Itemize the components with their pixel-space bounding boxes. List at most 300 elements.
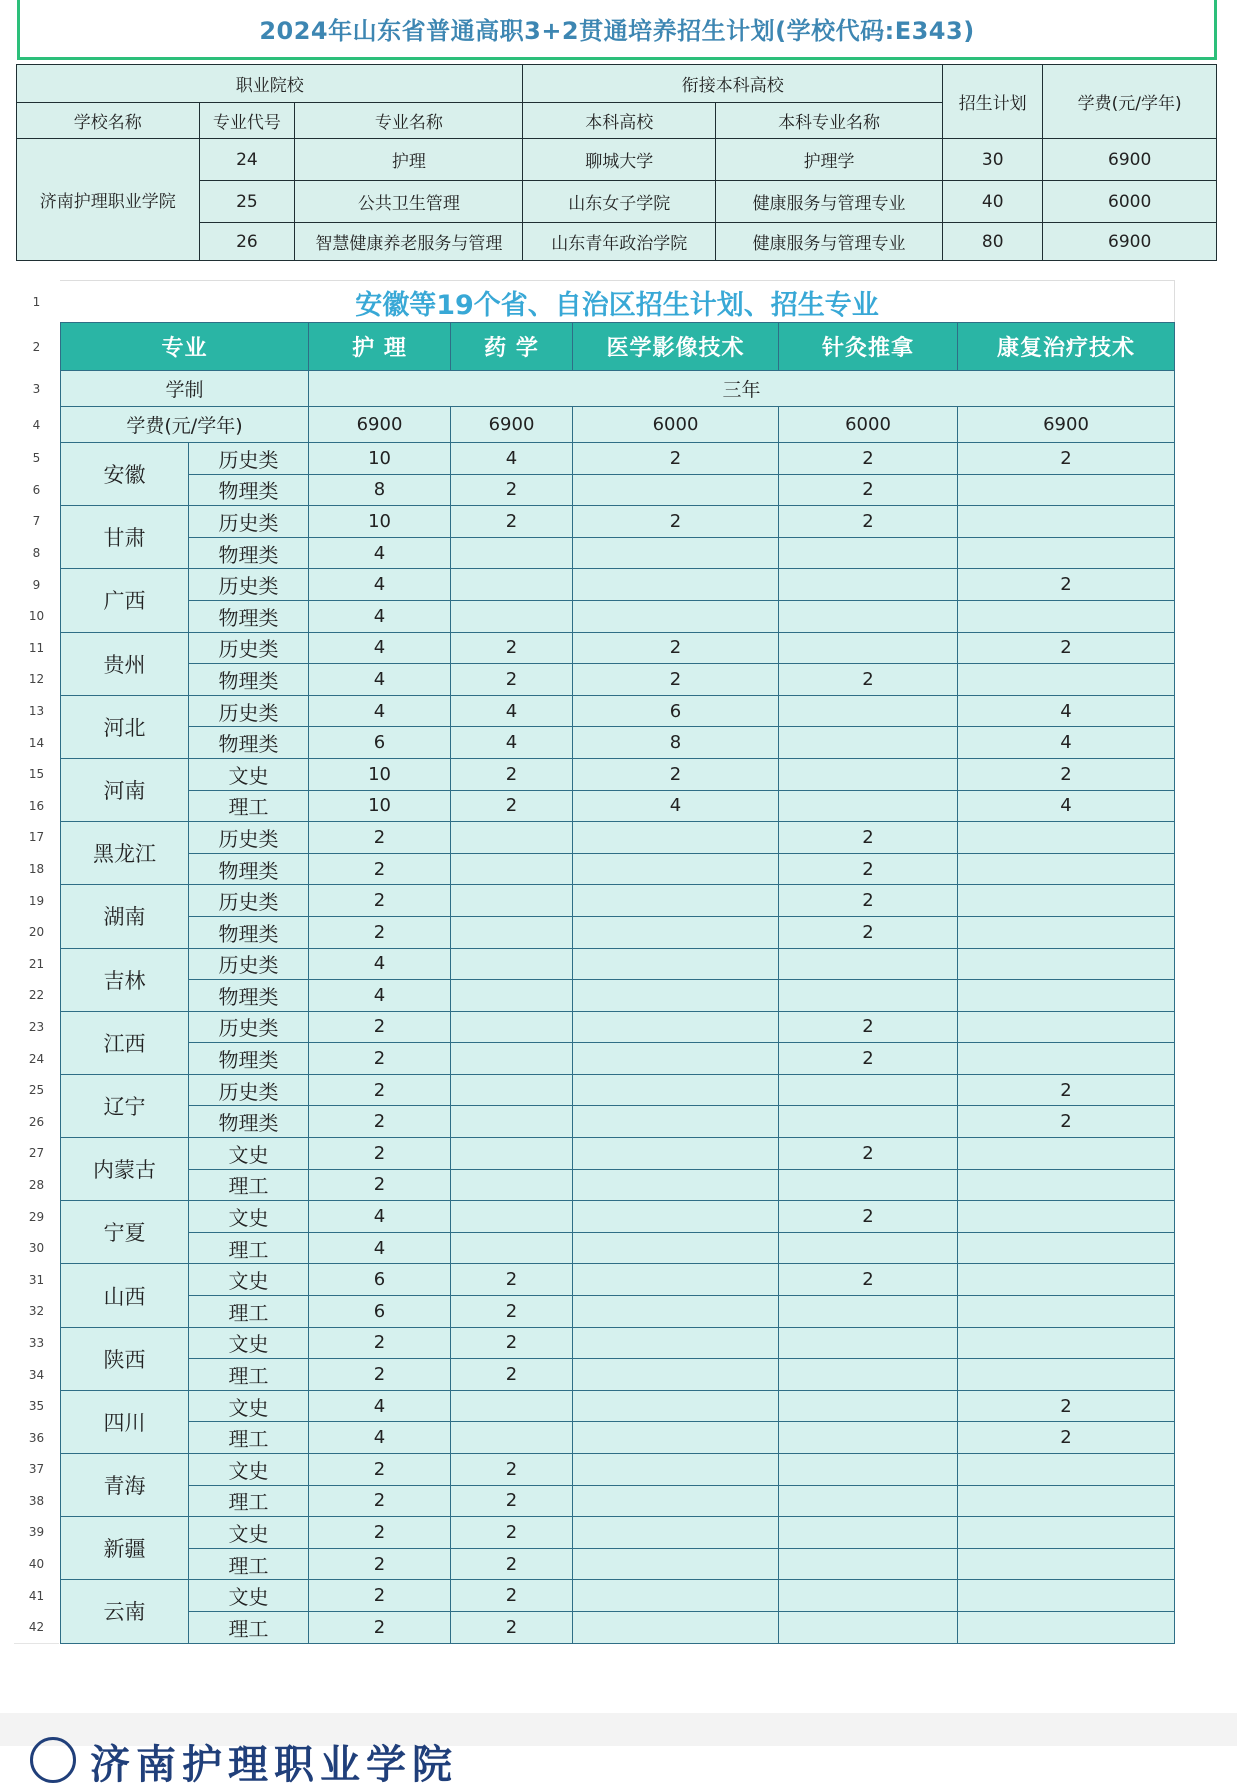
quota-cell [451,1043,573,1075]
row-number: 17 [14,822,59,855]
quota-cell: 4 [309,948,451,980]
quota-cell [573,1201,779,1233]
quota-cell [779,1422,958,1454]
plan-count: 80 [943,223,1043,261]
vocational-header: 职业院校 [17,65,523,103]
quota-cell [779,790,958,822]
province-name: 河南 [61,758,189,821]
subject-category: 历史类 [189,885,309,917]
quota-cell [779,948,958,980]
quota-cell [779,695,958,727]
tuition: 6900 [1043,223,1217,261]
province-name: 宁夏 [61,1201,189,1264]
quota-cell [573,1296,779,1328]
row-number: 18 [14,853,59,886]
duration-value: 三年 [309,371,1175,407]
row-number: 16 [14,790,59,823]
fee-value: 6900 [309,407,451,443]
province-name: 贵州 [61,632,189,695]
quota-cell: 2 [309,822,451,854]
quota-cell: 8 [309,474,451,506]
quota-cell: 2 [779,885,958,917]
quota-cell: 2 [779,1138,958,1170]
province-name: 吉林 [61,948,189,1011]
table-row [61,1074,1175,1106]
quota-cell [451,1011,573,1043]
provinces-plan-table [60,322,1175,1644]
row-number: 22 [14,980,59,1013]
quota-cell [779,1485,958,1517]
quota-cell [958,1580,1175,1612]
quota-cell: 2 [451,1548,573,1580]
province-name: 甘肃 [61,506,189,569]
quota-cell: 2 [451,790,573,822]
quota-cell: 2 [451,1517,573,1549]
quota-cell [779,758,958,790]
quota-cell [958,822,1175,854]
quota-cell: 4 [309,632,451,664]
quota-cell: 2 [779,1264,958,1296]
subject-category: 文史 [189,1327,309,1359]
row-number: 30 [14,1232,59,1265]
province-name: 新疆 [61,1517,189,1580]
quota-cell [451,537,573,569]
quota-cell [573,1106,779,1138]
quota-cell [958,1359,1175,1391]
quota-cell [573,1169,779,1201]
province-name: 山西 [61,1264,189,1327]
subject-category: 文史 [189,1201,309,1233]
subject-category: 物理类 [189,727,309,759]
quota-cell [573,1011,779,1043]
quota-cell: 2 [779,853,958,885]
quota-cell: 2 [958,1422,1175,1454]
row-number: 33 [14,1327,59,1360]
quota-cell: 2 [309,885,451,917]
uni-name: 山东女子学院 [523,181,716,223]
quota-cell: 2 [573,632,779,664]
table-row [61,1327,1175,1359]
subject-category: 历史类 [189,822,309,854]
col-header-pharmacy: 药 学 [451,323,573,371]
quota-cell: 2 [309,1611,451,1643]
table-row [61,443,1175,475]
major-code-header: 专业代号 [199,103,295,139]
quota-cell [451,600,573,632]
quota-cell: 2 [779,474,958,506]
quota-cell [779,600,958,632]
quota-cell: 2 [451,1611,573,1643]
quota-cell: 6 [309,1264,451,1296]
quota-cell: 2 [779,443,958,475]
subject-category: 历史类 [189,1074,309,1106]
major-name: 公共卫生管理 [295,181,523,223]
quota-cell [573,1390,779,1422]
quota-cell: 10 [309,758,451,790]
row-number: 1 [14,280,59,324]
subject-category: 理工 [189,1232,309,1264]
quota-cell: 2 [309,1327,451,1359]
quota-cell [958,1296,1175,1328]
quota-cell [958,1232,1175,1264]
school-emblem-icon [30,1737,76,1783]
quota-cell: 4 [309,569,451,601]
uni-major-header: 本科专业名称 [716,103,943,139]
provinces-sheet [14,280,1174,1646]
quota-cell [958,506,1175,538]
subject-category: 历史类 [189,695,309,727]
table-row [61,948,1175,980]
quota-cell: 2 [958,569,1175,601]
quota-cell [958,537,1175,569]
subject-category: 历史类 [189,506,309,538]
subject-category: 理工 [189,1296,309,1328]
table-row [61,727,1175,759]
subject-category: 文史 [189,758,309,790]
row-number: 4 [14,407,59,444]
quota-cell: 2 [779,822,958,854]
quota-cell: 6 [573,695,779,727]
quota-cell [573,537,779,569]
province-name: 云南 [61,1580,189,1643]
row-number: 2 [14,323,59,372]
quota-cell [779,1327,958,1359]
quota-cell [779,1106,958,1138]
quota-cell [451,1138,573,1170]
quota-cell: 4 [309,1390,451,1422]
school-logo-strip [0,1713,1237,1788]
quota-cell: 4 [309,1232,451,1264]
row-number: 21 [14,948,59,981]
major-name-header: 专业名称 [295,103,523,139]
quota-cell: 2 [309,1454,451,1486]
quota-cell: 2 [309,1169,451,1201]
quota-cell: 2 [573,506,779,538]
table-row [61,1169,1175,1201]
quota-cell: 8 [573,727,779,759]
quota-cell: 2 [573,664,779,696]
quota-cell: 2 [958,1074,1175,1106]
quota-cell [451,569,573,601]
table-row [61,853,1175,885]
quota-cell: 2 [309,1011,451,1043]
row-number: 19 [14,885,59,918]
school-name: 济南护理职业学院 [17,139,200,261]
uni-major: 健康服务与管理专业 [716,181,943,223]
quota-cell: 2 [309,1548,451,1580]
quota-cell: 2 [309,1359,451,1391]
quota-cell [573,1043,779,1075]
uni-header: 本科高校 [523,103,716,139]
table-row [61,1548,1175,1580]
quota-cell: 4 [958,727,1175,759]
table-row [61,1390,1175,1422]
quota-cell: 2 [451,1485,573,1517]
fee-value: 6900 [958,407,1175,443]
quota-cell [573,853,779,885]
subject-category: 理工 [189,1485,309,1517]
subject-category: 历史类 [189,569,309,601]
subject-category: 物理类 [189,664,309,696]
subject-category: 历史类 [189,443,309,475]
row-number: 9 [14,569,59,602]
quota-cell [779,1517,958,1549]
subject-category: 文史 [189,1580,309,1612]
quota-cell: 2 [309,1485,451,1517]
table-row [61,474,1175,506]
quota-cell: 2 [573,443,779,475]
table-row [61,664,1175,696]
quota-cell [451,1074,573,1106]
tuition: 6000 [1043,181,1217,223]
row-number: 10 [14,600,59,633]
quota-cell: 4 [958,790,1175,822]
table-row [61,695,1175,727]
table-row [61,1422,1175,1454]
quota-cell [451,980,573,1012]
quota-cell [573,1580,779,1612]
col-header-nursing: 护 理 [309,323,451,371]
quota-cell [451,1201,573,1233]
quota-cell: 10 [309,506,451,538]
province-name: 广西 [61,569,189,632]
table-row [61,1043,1175,1075]
duration-label: 学制 [61,371,309,407]
province-name: 湖南 [61,885,189,948]
provinces-title: 安徽等19个省、自治区招生计划、招生专业 [60,280,1175,323]
tuition: 6900 [1043,139,1217,181]
quota-cell [573,1359,779,1391]
quota-cell: 2 [451,1327,573,1359]
quota-cell [573,1264,779,1296]
quota-cell: 2 [451,664,573,696]
row-number: 6 [14,474,59,507]
subject-category: 文史 [189,1138,309,1170]
quota-cell [451,948,573,980]
quota-cell: 10 [309,790,451,822]
row-number: 7 [14,506,59,539]
quota-cell [573,1422,779,1454]
quota-cell: 4 [309,1201,451,1233]
table-row [61,600,1175,632]
table-row [61,1611,1175,1643]
quota-cell [779,632,958,664]
subject-category: 物理类 [189,474,309,506]
undergrad-header: 衔接本科高校 [523,65,943,103]
subject-category: 物理类 [189,853,309,885]
row-number: 41 [14,1580,59,1613]
major-header: 专业 [61,323,309,371]
province-name: 河北 [61,695,189,758]
quota-cell: 2 [451,1296,573,1328]
province-name: 陕西 [61,1327,189,1390]
table-row [61,1517,1175,1549]
quota-cell [779,1074,958,1106]
row-number: 20 [14,916,59,949]
quota-cell [573,980,779,1012]
table-row [61,1138,1175,1170]
province-name: 青海 [61,1454,189,1517]
quota-cell: 2 [958,632,1175,664]
quota-cell: 2 [451,1359,573,1391]
subject-category: 文史 [189,1454,309,1486]
quota-cell: 2 [451,758,573,790]
row-number: 25 [14,1074,59,1107]
major-code: 26 [199,223,295,261]
quota-cell: 2 [779,506,958,538]
table-row [61,1359,1175,1391]
tuition-header: 学费(元/学年) [1043,65,1217,139]
table-row [61,1011,1175,1043]
subject-category: 理工 [189,1359,309,1391]
province-name: 辽宁 [61,1074,189,1137]
quota-cell [451,1390,573,1422]
quota-cell: 4 [451,727,573,759]
fee-value: 6900 [451,407,573,443]
quota-cell [958,916,1175,948]
quota-cell: 4 [309,980,451,1012]
quota-cell: 2 [779,1011,958,1043]
table-row [61,916,1175,948]
quota-cell [958,1611,1175,1643]
quota-cell [573,1485,779,1517]
subject-category: 理工 [189,1611,309,1643]
major-code: 24 [199,139,295,181]
col-header-rehab: 康复治疗技术 [958,323,1175,371]
quota-cell: 2 [958,1106,1175,1138]
province-name: 内蒙古 [61,1138,189,1201]
row-number: 37 [14,1454,59,1487]
quota-cell: 2 [451,506,573,538]
subject-category: 历史类 [189,1011,309,1043]
table-row [61,537,1175,569]
quota-cell [573,1327,779,1359]
quota-cell [573,948,779,980]
row-number: 42 [14,1611,59,1644]
table-row [61,790,1175,822]
quota-cell [958,885,1175,917]
quota-cell [958,1201,1175,1233]
subject-category: 理工 [189,1169,309,1201]
province-name: 四川 [61,1390,189,1453]
quota-cell: 2 [779,664,958,696]
major-name: 护理 [295,139,523,181]
quota-cell [573,1548,779,1580]
row-number: 11 [14,632,59,665]
quota-cell [573,1517,779,1549]
quota-cell [573,1611,779,1643]
quota-cell [958,600,1175,632]
quota-cell [779,1390,958,1422]
quota-cell [958,1011,1175,1043]
quota-cell: 4 [309,600,451,632]
quota-cell [779,1296,958,1328]
table-row [61,569,1175,601]
quota-cell: 4 [309,695,451,727]
table-row [61,632,1175,664]
school-logo-text: 济南护理职业学院 [90,1741,458,1788]
quota-cell: 2 [779,916,958,948]
quota-cell [451,916,573,948]
quota-cell: 2 [309,1580,451,1612]
row-number: 28 [14,1169,59,1202]
uni-major: 健康服务与管理专业 [716,223,943,261]
quota-cell [958,1454,1175,1486]
quota-cell [958,980,1175,1012]
quota-cell [779,537,958,569]
subject-category: 文史 [189,1517,309,1549]
row-number: 3 [14,371,59,408]
table-row [61,885,1175,917]
quota-cell: 4 [309,537,451,569]
quota-cell [573,1454,779,1486]
subject-category: 物理类 [189,916,309,948]
quota-cell [958,1327,1175,1359]
table-row [61,822,1175,854]
quota-cell: 2 [309,916,451,948]
fee-value: 6000 [573,407,779,443]
uni-name: 聊城大学 [523,139,716,181]
subject-category: 物理类 [189,1043,309,1075]
quota-cell: 2 [958,758,1175,790]
major-name: 智慧健康养老服务与管理 [295,223,523,261]
quota-cell [779,1611,958,1643]
quota-cell: 2 [309,853,451,885]
quota-cell [958,853,1175,885]
quota-cell: 4 [309,1422,451,1454]
row-number: 38 [14,1485,59,1518]
quota-cell: 6 [309,1296,451,1328]
quota-cell [573,1138,779,1170]
row-number: 29 [14,1201,59,1234]
subject-category: 理工 [189,1422,309,1454]
quota-cell [573,1232,779,1264]
table-row [61,980,1175,1012]
quota-cell [779,1580,958,1612]
plan-count: 30 [943,139,1043,181]
subject-category: 历史类 [189,632,309,664]
uni-major: 护理学 [716,139,943,181]
quota-cell: 4 [573,790,779,822]
col-header-acupuncture: 针灸推拿 [779,323,958,371]
quota-cell: 2 [451,632,573,664]
row-number: 27 [14,1138,59,1171]
quota-cell [958,474,1175,506]
quota-cell: 2 [779,1043,958,1075]
row-number: 26 [14,1106,59,1139]
quota-cell [779,727,958,759]
table-row [61,1232,1175,1264]
quota-cell [451,1232,573,1264]
quota-cell: 2 [309,1138,451,1170]
row-number: 32 [14,1296,59,1329]
quota-cell [451,885,573,917]
row-number: 13 [14,695,59,728]
subject-category: 文史 [189,1390,309,1422]
quota-cell [958,948,1175,980]
row-number: 24 [14,1043,59,1076]
subject-category: 理工 [189,1548,309,1580]
quota-cell: 4 [309,664,451,696]
shandong-plan-table [16,64,1217,261]
quota-cell [451,822,573,854]
quota-cell [779,1359,958,1391]
row-number: 15 [14,758,59,791]
subject-category: 物理类 [189,980,309,1012]
subject-category: 物理类 [189,537,309,569]
row-number: 34 [14,1359,59,1392]
row-number: 14 [14,727,59,760]
